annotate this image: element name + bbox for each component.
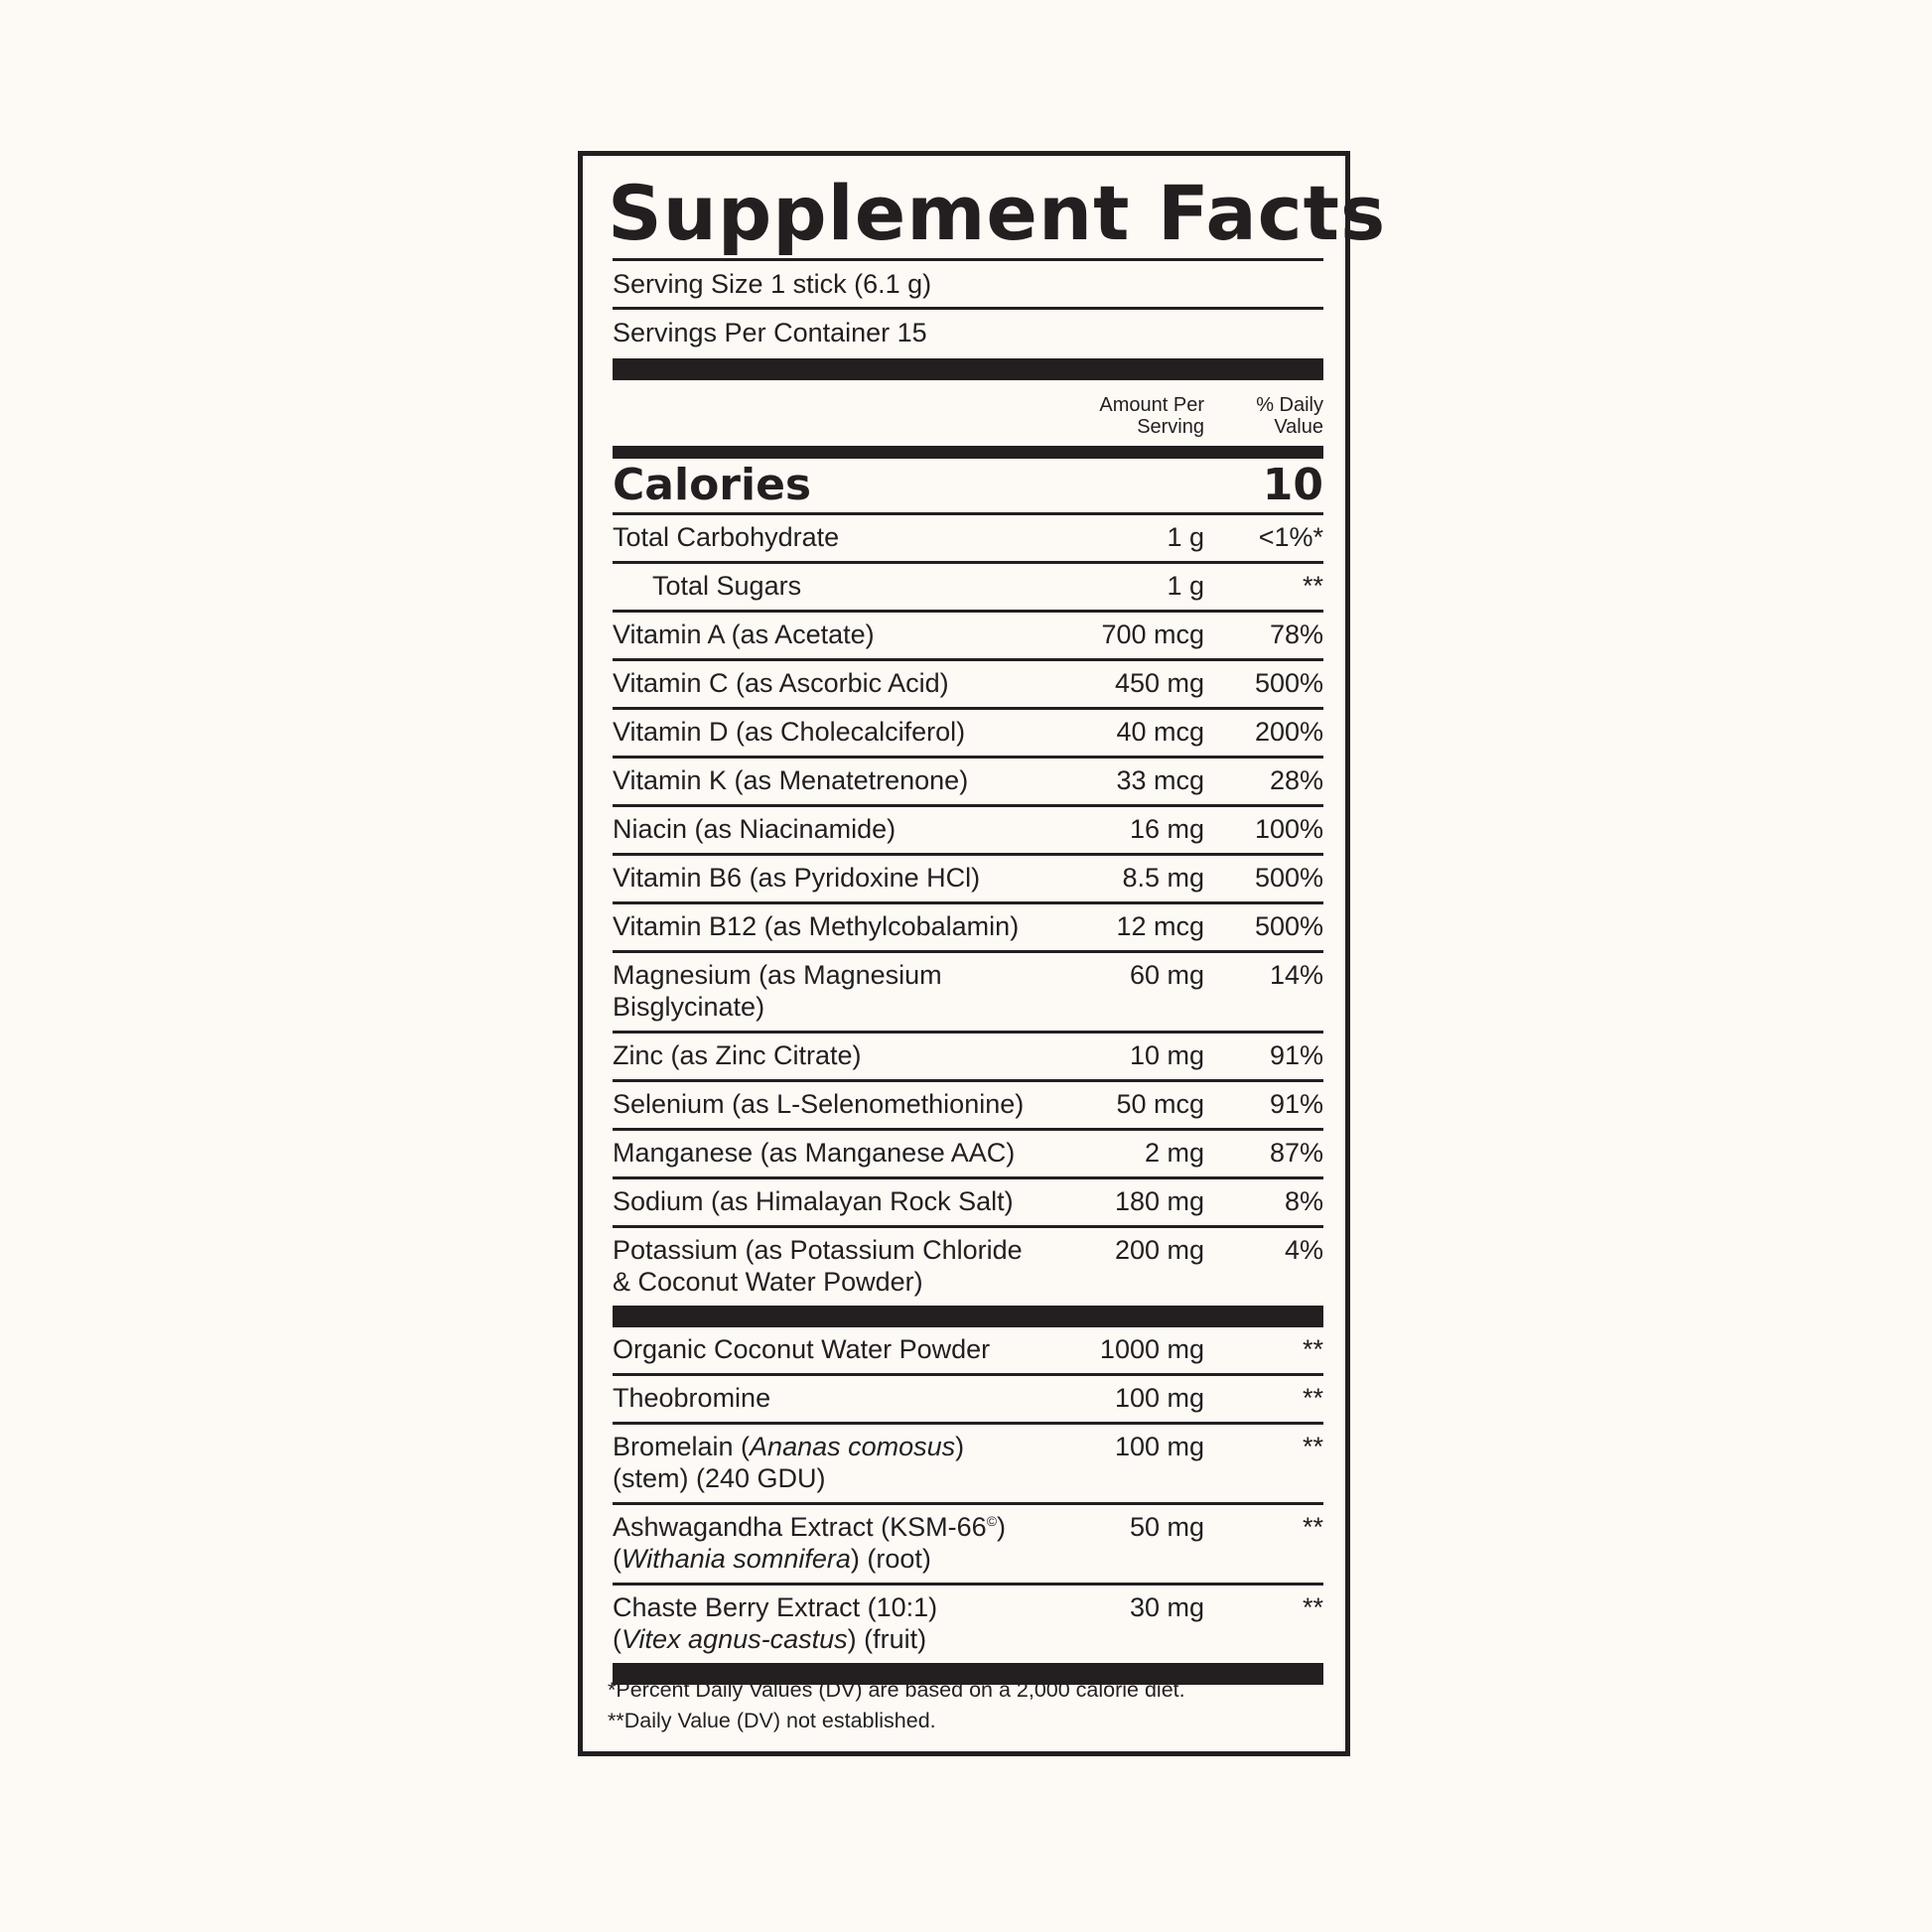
calories-label: Calories (613, 460, 812, 510)
nutrient-row (613, 953, 1323, 1031)
nutrient-amount: 1 g (1167, 522, 1204, 552)
nutrient-row (613, 1034, 1323, 1079)
nutrient-dv: 500% (1254, 668, 1323, 698)
ingredient-name-line: (Withania somnifera) (root) (613, 1544, 931, 1574)
supplement-facts-label (578, 151, 1387, 1756)
nutrient-amount: 2 mg (1144, 1138, 1204, 1168)
ingredient-dv: ** (1302, 1383, 1323, 1413)
servings-per-container: Servings Per Container 15 (613, 318, 927, 347)
ingredient-name-line (613, 1511, 1079, 1543)
nutrient-name: Manganese (as Manganese AAC) (613, 1138, 1016, 1168)
botanical-name: Withania somnifera (621, 1544, 851, 1574)
nutrient-dv: 200% (1254, 717, 1323, 747)
nutrient-dv: 14% (1269, 960, 1323, 990)
nutrient-amount: 700 mcg (1101, 620, 1204, 649)
nutrient-name: Vitamin C (as Ascorbic Acid) (613, 668, 949, 698)
ingredient-name (613, 1511, 1079, 1575)
nutrient-amount: 40 mcg (1116, 717, 1204, 747)
ingredient-dv: ** (1302, 1592, 1323, 1622)
nutrient-row (613, 1228, 1323, 1306)
nutrient-amount: 8.5 mg (1122, 863, 1204, 893)
ingredient-name (613, 1591, 1079, 1655)
serving-size: Serving Size 1 stick (6.1 g) (613, 269, 932, 299)
nutrient-row (613, 564, 1323, 610)
nutrient-amount: 33 mcg (1116, 765, 1204, 795)
nutrient-amount: 50 mcg (1116, 1089, 1204, 1119)
nutrient-name-line: Magnesium (as Magnesium (613, 960, 942, 990)
nutrient-amount: 180 mg (1114, 1186, 1204, 1216)
nutrient-row (613, 904, 1323, 950)
header-line: Amount Per (1099, 394, 1204, 416)
nutrient-dv: 87% (1269, 1138, 1323, 1168)
thick-divider (613, 446, 1323, 459)
calories-value: 10 (1262, 460, 1323, 510)
nutrient-row (613, 856, 1323, 901)
header-line: % Daily (1256, 394, 1323, 416)
ingredient-row (613, 1327, 1323, 1373)
name-part: ) (root) (850, 1544, 931, 1574)
botanical-name: Vitex agnus-castus (621, 1624, 848, 1654)
ingredient-row (613, 1376, 1323, 1422)
ingredient-dv: ** (1302, 1512, 1323, 1542)
nutrient-row (613, 613, 1323, 658)
ingredient-row (613, 1425, 1323, 1502)
nutrient-name: Total Carbohydrate (613, 522, 840, 552)
nutrient-name: Niacin (as Niacinamide) (613, 814, 897, 844)
nutrient-dv: 100% (1254, 814, 1323, 844)
header-line: Value (1274, 416, 1323, 438)
name-part: ) (fruit) (847, 1624, 927, 1654)
nutrient-name: Total Sugars (652, 571, 802, 601)
ingredient-row (613, 1505, 1323, 1583)
nutrient-name: Vitamin D (as Cholecalciferol) (613, 717, 966, 747)
nutrient-name (613, 1234, 1079, 1298)
ingredient-name: Theobromine (613, 1383, 771, 1413)
nutrient-row (613, 710, 1323, 756)
thick-divider (613, 358, 1323, 380)
ingredient-amount: 100 mg (1114, 1432, 1204, 1461)
nutrient-amount: 12 mcg (1116, 911, 1204, 941)
nutrient-row (613, 1131, 1323, 1176)
thick-divider (613, 1306, 1323, 1327)
ingredient-name-line: (Vitex agnus-castus) (fruit) (613, 1624, 927, 1654)
nutrient-dv: 8% (1284, 1186, 1323, 1216)
nutrient-dv: 91% (1269, 1089, 1323, 1119)
column-headers (613, 380, 1323, 446)
nutrient-row (613, 515, 1323, 561)
footnotes (608, 1675, 1185, 1736)
nutrient-dv: 4% (1284, 1235, 1323, 1265)
nutrient-row (613, 807, 1323, 853)
nutrient-name: Vitamin B6 (as Pyridoxine HCl) (613, 863, 981, 893)
nutrient-name (613, 959, 1079, 1023)
ingredient-row (613, 1586, 1323, 1663)
botanical-name: Ananas comosus (750, 1432, 956, 1461)
nutrient-row (613, 1179, 1323, 1225)
nutrient-amount: 60 mg (1129, 960, 1204, 990)
ingredient-amount: 30 mg (1129, 1592, 1204, 1622)
name-part: ) (997, 1512, 1007, 1542)
nutrient-dv: 78% (1269, 620, 1323, 649)
ingredient-name-line: Chaste Berry Extract (10:1) (613, 1592, 938, 1622)
nutrient-dv: <1%* (1258, 522, 1323, 552)
nutrient-amount: 1 g (1167, 571, 1204, 601)
daily-value-header (1256, 394, 1323, 438)
name-part: ) (955, 1432, 965, 1461)
amount-per-serving-header (1099, 394, 1204, 438)
footnote: **Daily Value (DV) not established. (608, 1709, 936, 1732)
nutrient-row (613, 759, 1323, 804)
nutrient-name-line: Potassium (as Potassium Chloride (613, 1235, 1023, 1265)
label-content (613, 258, 1323, 1685)
nutrient-amount: 200 mg (1114, 1235, 1204, 1265)
nutrient-dv: 91% (1269, 1040, 1323, 1070)
ingredient-dv: ** (1302, 1334, 1323, 1364)
nutrient-amount: 10 mg (1129, 1040, 1204, 1070)
nutrient-row (613, 1082, 1323, 1128)
nutrient-name: Vitamin A (as Acetate) (613, 620, 875, 649)
nutrient-name-line: & Coconut Water Powder) (613, 1267, 923, 1297)
nutrient-name: Vitamin K (as Menatetrenone) (613, 765, 969, 795)
nutrient-name: Zinc (as Zinc Citrate) (613, 1040, 862, 1070)
nutrient-name: Selenium (as L-Selenomethionine) (613, 1089, 1025, 1119)
nutrient-amount: 16 mg (1129, 814, 1204, 844)
nutrient-name: Sodium (as Himalayan Rock Salt) (613, 1186, 1014, 1216)
nutrient-dv: 500% (1254, 911, 1323, 941)
ingredient-name: Organic Coconut Water Powder (613, 1334, 991, 1364)
calories-row (613, 459, 1323, 512)
ingredient-dv: ** (1302, 1432, 1323, 1461)
nutrient-row (613, 661, 1323, 707)
ingredient-name-line (613, 1431, 1079, 1462)
label-title: Supplement Facts (608, 169, 1387, 257)
nutrient-name-line: Bisglycinate) (613, 992, 765, 1022)
ingredient-amount: 50 mg (1129, 1512, 1204, 1542)
copyright-mark: © (986, 1513, 998, 1529)
footnote: *Percent Daily Values (DV) are based on a 2,000 calorie diet. (608, 1678, 1185, 1702)
header-line: Serving (1137, 416, 1204, 438)
nutrient-dv: 28% (1269, 765, 1323, 795)
nutrient-dv: 500% (1254, 863, 1323, 893)
ingredient-name (613, 1431, 1079, 1494)
name-part: Bromelain ( (613, 1432, 751, 1461)
nutrient-amount: 450 mg (1114, 668, 1204, 698)
name-part: Ashwagandha Extract (KSM-66 (613, 1512, 987, 1542)
ingredient-name-line: (stem) (240 GDU) (613, 1463, 826, 1493)
ingredient-amount: 100 mg (1114, 1383, 1204, 1413)
nutrient-name: Vitamin B12 (as Methylcobalamin) (613, 911, 1020, 941)
ingredient-amount: 1000 mg (1099, 1334, 1204, 1364)
nutrient-dv: ** (1302, 571, 1323, 601)
